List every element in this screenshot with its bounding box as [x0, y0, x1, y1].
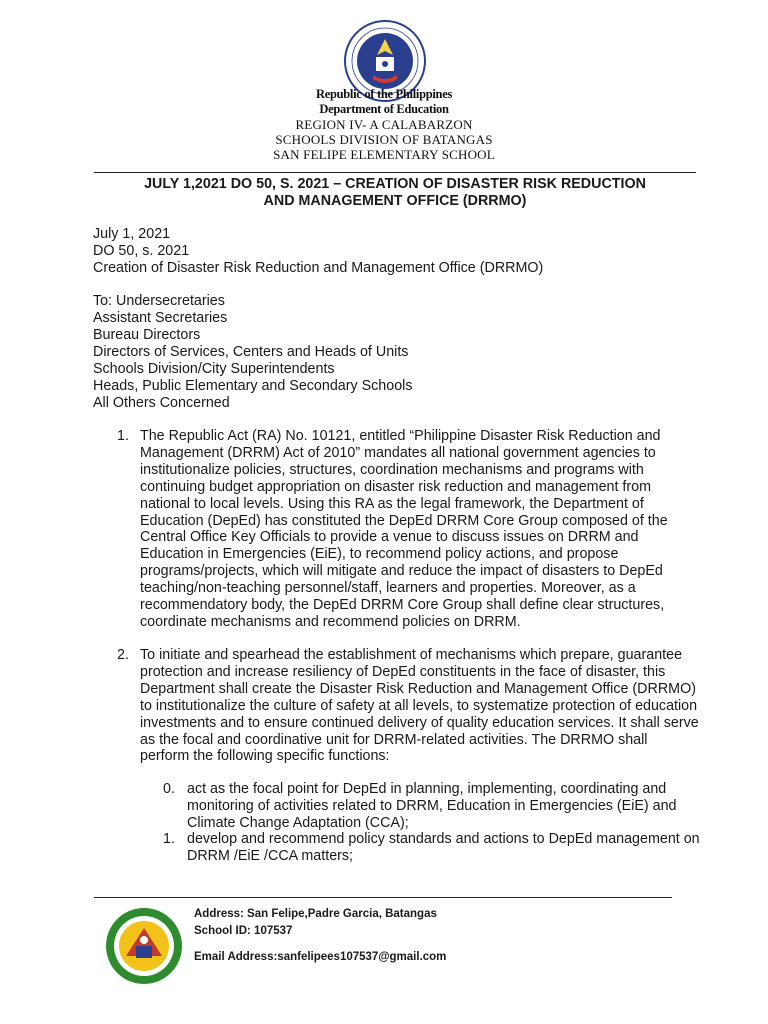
footer-school-id: School ID: 107537	[194, 925, 293, 937]
title-line-2: AND MANAGEMENT OFFICE (DRRMO)	[263, 193, 527, 209]
title-line-1: JULY 1,2021 DO 50, S. 2021 – CREATION OF DISASTER RISK REDUCTION	[144, 176, 646, 192]
item-paragraph: To initiate and spearhead the establishment of mechanisms which prepare, guarantee protection and increase resiliency of DepEd constituents in the face of disaster, this Department shall create the Disaster Risk Reduction and Management Office (DRRMO) to institutionalize the culture of safety at all levels, to systematize protection of education investments and to ensure continued delivery of quality education services. It shall serve as the focal and coordinative unit for DRRM-related activities. The DRRMO shall perform the following specific functions:	[140, 647, 699, 765]
header-school: SAN FELIPE ELEMENTARY SCHOOL	[273, 147, 495, 162]
recipient-line: Bureau Directors	[93, 327, 201, 343]
header-republic: Republic of the Philippines	[315, 87, 453, 101]
header-divider	[94, 172, 696, 173]
item-number: 2.	[117, 647, 129, 663]
header-region: REGION IV- A CALABARZON	[295, 117, 473, 132]
footer-email: Email Address:sanfelipees107537@gmail.com	[194, 951, 447, 963]
document-title	[94, 176, 696, 210]
header-department: Department of Education	[319, 102, 449, 116]
recipient-line: To: Undersecretaries	[93, 293, 225, 309]
subitem-paragraph: act as the focal point for DepEd in planning, implementing, coordinating and monitoring of activities related to DRRM, Education in Emergencies (EiE) and Climate Change Adaptation (CCA);	[187, 781, 677, 831]
recipient-line: Directors of Services, Centers and Heads of Units	[93, 344, 409, 360]
header-division: SCHOOLS DIVISION OF BATANGAS	[275, 132, 493, 147]
footer-address: Address: San Felipe,Padre Garcia, Batangas	[194, 908, 437, 920]
subitem-number: 0.	[163, 781, 175, 797]
memo-order-number: DO 50, s. 2021	[93, 243, 190, 259]
memo-subject: Creation of Disaster Risk Reduction and Management Office (DRRMO)	[93, 260, 544, 276]
recipient-line: Schools Division/City Superintendents	[93, 361, 335, 377]
school-logo	[104, 906, 184, 986]
memo-date: July 1, 2021	[93, 226, 171, 242]
subitem-paragraph: develop and recommend policy standards and actions to DepEd management on DRRM /EiE /CCA matters;	[187, 831, 700, 864]
item-paragraph: The Republic Act (RA) No. 10121, entitled “Philippine Disaster Risk Reduction and Management (DRRM) Act of 2010” mandates all national government agencies to institutionalize policies, structures, coordination mechanisms and programs with continuing budget appropriation on disaster risk reduction and management from national to local levels. Using this RA as the legal framework, the Department of Education (DepEd) has constituted the DepEd DRRM Core Group composed of the Central Office Key Officials to provide a venue to discuss issues on DRRM and Education in Emergencies (EiE), to recommend policy actions, and propose programs/projects, which will mitigate and reduce the impact of disasters to DepEd teaching/non-teaching personnel/staff, learners and properties. Moreover, as a recommendatory body, the DepEd DRRM Core Group shall define clear structures, coordinate mechanisms and recommend policies on DRRM.	[140, 428, 668, 630]
recipient-line: Heads, Public Elementary and Secondary Schools	[93, 378, 413, 394]
recipient-list	[93, 293, 412, 412]
recipient-line: All Others Concerned	[93, 395, 230, 411]
memo-meta	[93, 226, 543, 277]
subitem-number: 1.	[163, 831, 175, 847]
recipient-line: Assistant Secretaries	[93, 310, 228, 326]
item-number: 1.	[117, 428, 129, 444]
footer-divider	[94, 897, 672, 898]
